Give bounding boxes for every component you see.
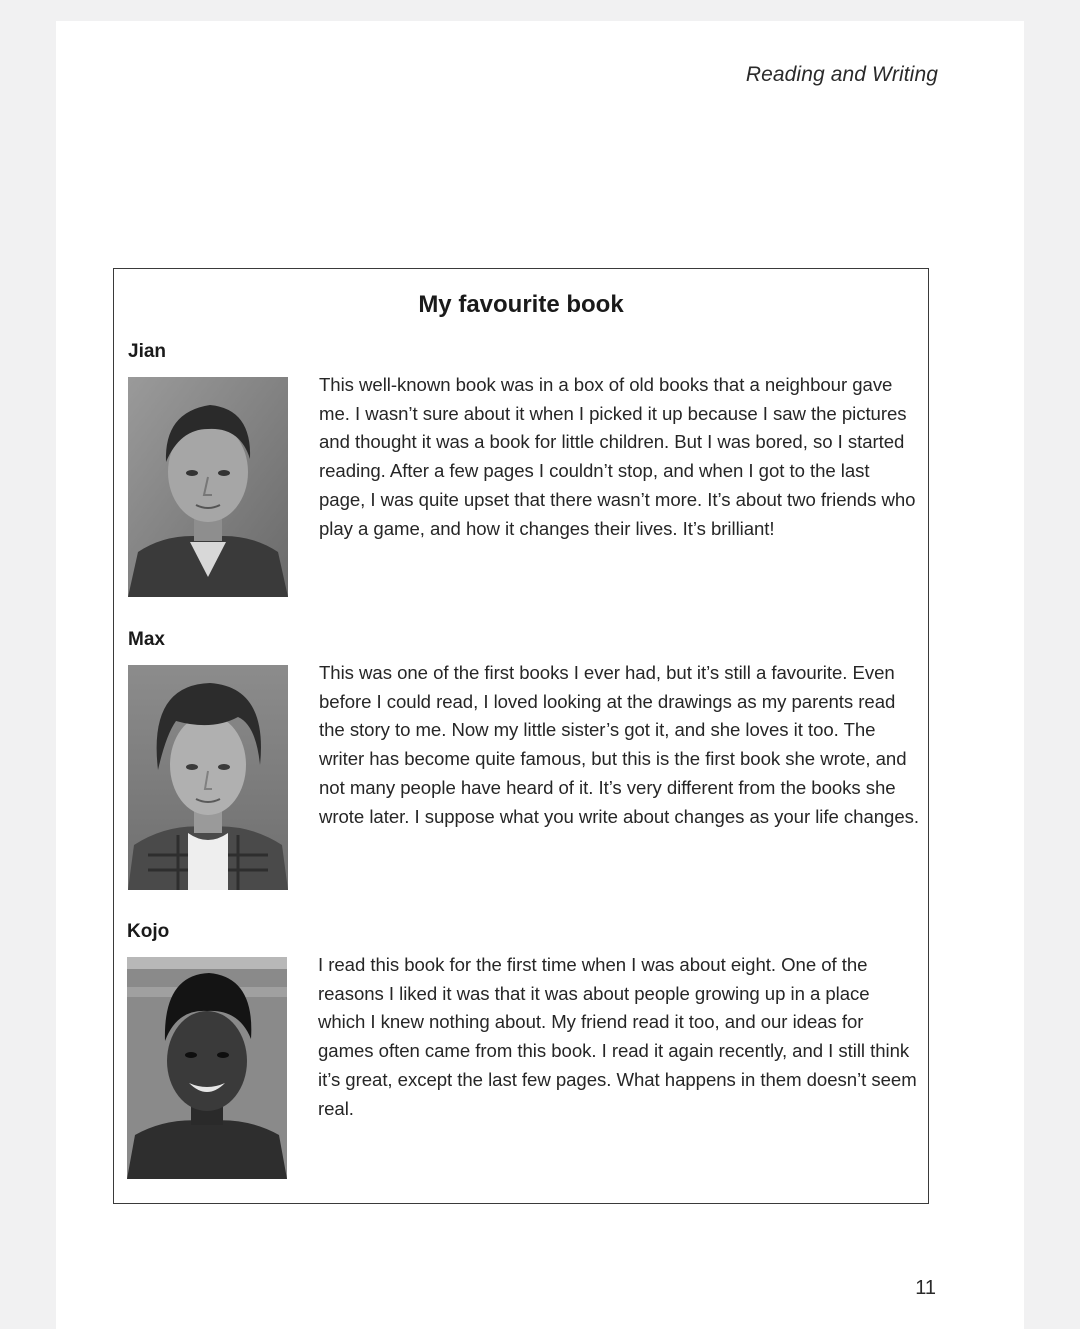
entry-text: This was one of the first books I ever had, but it’s still a favourite. Even before I could read, I loved looking at the drawings as my parents read the story to me. Now my little sister’s got it, and she loves it too. The writer has become quite famous, but this is the first book she wrote, and not many people have heard of it. It’s very different from the books she wrote later. I suppose what you write about changes as your life changes. <box>319 662 919 827</box>
entry-name: Kojo <box>127 921 170 942</box>
photo-kojo <box>127 957 287 1179</box>
entry-text: This well-known book was in a box of old books that a neighbour gave me. I wasn’t sure about it when I picked it up because I saw the pictures and thought it was a book for little children. But I was bored, so I started reading. After a few pages I couldn’t stop, and when I got to the last page, I was quite upset that there wasn’t more. It’s about two friends who play a game, and how it changes their lives. It’s brilliant! <box>319 374 916 539</box>
entry-name: Max <box>128 629 165 650</box>
photo-jian <box>128 377 288 597</box>
reading-text-box <box>113 268 929 1204</box>
box-title: My favourite book <box>418 291 624 318</box>
page-number: 11 <box>915 1277 936 1299</box>
entry-name: Jian <box>128 341 167 362</box>
photo-max <box>128 665 288 890</box>
textbook-page <box>56 21 1024 1329</box>
running-head: Reading and Writing <box>745 63 938 86</box>
entry-text: I read this book for the first time when I was about eight. One of the reasons I liked it was that it was about people growing up in a place which I knew nothing about. My friend read it too, and our ideas for games often came from this book. I read it again recently, and I still think it’s great, except the last few pages. What happens in them doesn’t seem real. <box>318 954 917 1119</box>
